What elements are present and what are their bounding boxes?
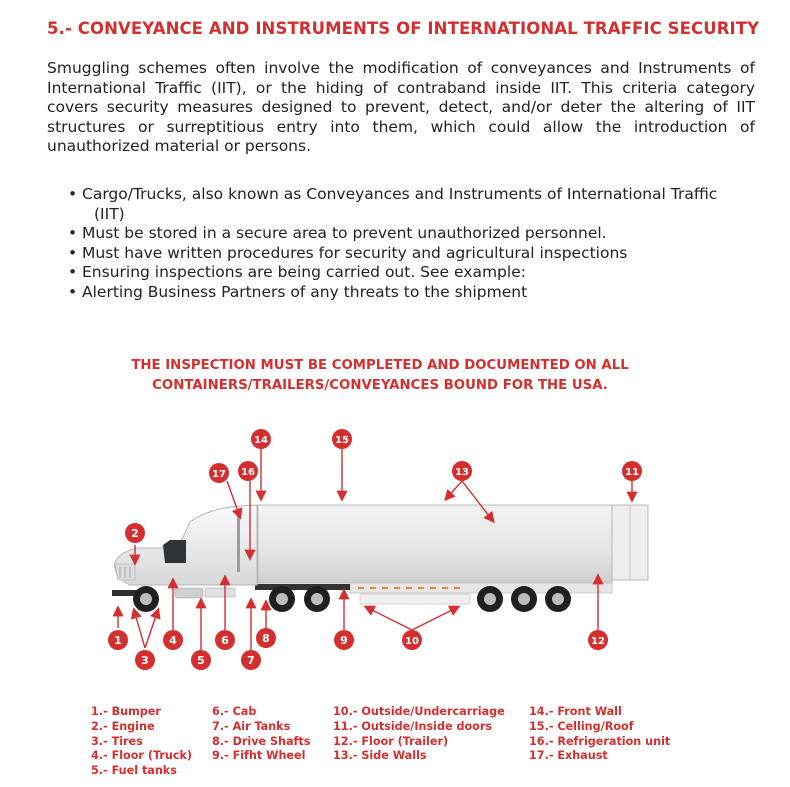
legend-item: 10.- Outside/Undercarriage xyxy=(333,705,505,718)
marker-3 xyxy=(135,650,155,670)
svg-text:5: 5 xyxy=(197,654,205,667)
legend-item: 13.- Side Walls xyxy=(333,749,427,763)
marker-12 xyxy=(588,630,608,650)
legend-column-4 xyxy=(529,705,670,764)
drive-tire xyxy=(304,586,330,612)
trailer-tire xyxy=(511,586,537,612)
inspection-headline xyxy=(60,356,700,396)
svg-text:9: 9 xyxy=(340,634,348,647)
list-item-continuation: (IIT) xyxy=(94,204,125,223)
trailer-tire xyxy=(545,586,571,612)
legend-item: 14.- Front Wall xyxy=(529,705,622,718)
legend-item: 16.- Refrigeration unit xyxy=(529,734,671,748)
marker-11 xyxy=(622,461,642,481)
legend-item: 8.- Drive Shafts xyxy=(212,734,311,748)
legend-item: 4.- Floor (Truck) xyxy=(91,749,193,763)
marker-4 xyxy=(163,630,183,650)
svg-text:10: 10 xyxy=(405,636,419,647)
svg-text:14: 14 xyxy=(254,435,268,446)
svg-text:6: 6 xyxy=(221,634,229,647)
legend-item: 9.- Fifht Wheel xyxy=(212,749,306,763)
legend-item: 1.- Bumper xyxy=(91,705,161,718)
headline-line-2: CONTAINERS/TRAILERS/CONVEYANCES BOUND FOR THE USA. xyxy=(152,378,608,393)
legend-item: 3.- Tires xyxy=(91,734,143,748)
svg-text:7: 7 xyxy=(247,654,255,667)
legend-item: 2.- Engine xyxy=(91,719,155,733)
section-title: 5.- CONVEYANCE AND INSTRUMENTS OF INTERNATIONAL TRAFFIC SECURITY xyxy=(47,19,760,38)
list-item: • Must be stored in a secure area to prevent unauthorized personnel. xyxy=(68,224,768,244)
svg-text:16: 16 xyxy=(241,467,255,478)
marker-2 xyxy=(125,523,145,543)
legend-item: 12.- Floor (Trailer) xyxy=(333,734,449,748)
svg-text:4: 4 xyxy=(169,634,177,647)
marker-10 xyxy=(402,630,422,650)
svg-text:1: 1 xyxy=(114,634,122,647)
marker-15 xyxy=(332,429,352,449)
list-item: • Ensuring inspections are being carried out. See example: xyxy=(68,263,768,283)
list-item: • Alerting Business Partners of any threats to the shipment xyxy=(68,283,768,303)
svg-text:13: 13 xyxy=(455,467,469,478)
svg-text:12: 12 xyxy=(591,636,605,647)
front-tire xyxy=(133,586,159,612)
marker-14 xyxy=(251,429,271,449)
legend-column-3 xyxy=(333,705,505,764)
svg-text:2: 2 xyxy=(131,527,139,540)
marker-17 xyxy=(209,463,229,483)
svg-text:11: 11 xyxy=(625,467,639,478)
marker-1 xyxy=(108,630,128,650)
legend-item: 5.- Fuel tanks xyxy=(91,764,177,778)
legend-item: 6.- Cab xyxy=(212,705,257,718)
list-item: • Must have written procedures for security and agricultural inspections xyxy=(68,244,768,264)
intro-paragraph: Smuggling schemes often involve the modification of conveyances and Instruments of International Traffic (IIT), or the hiding of contraband inside IIT. This criteria category covers security measures designed to prevent, detect, and/or deter the altering of IIT structures or surreptitious entry into them, which could allow the introduction of unauthorized material or persons. xyxy=(47,59,755,155)
list-item-text: Cargo/Trucks, also known as Conveyances and Instruments of International Traffic xyxy=(82,185,718,203)
legend-column-2 xyxy=(212,705,310,764)
marker-5 xyxy=(191,650,211,670)
svg-text:8: 8 xyxy=(262,632,270,645)
svg-text:17: 17 xyxy=(212,469,226,480)
svg-text:15: 15 xyxy=(335,435,349,446)
list-item xyxy=(68,185,768,224)
trailer-tire xyxy=(477,586,503,612)
legend-item: 7.- Air Tanks xyxy=(212,719,291,733)
marker-9 xyxy=(334,630,354,650)
headline-line-1: THE INSPECTION MUST BE COMPLETED AND DOCUMENTED ON ALL xyxy=(131,358,629,373)
truck-inspection-diagram xyxy=(0,420,790,680)
marker-16 xyxy=(238,461,258,481)
marker-7 xyxy=(241,650,261,670)
legend-item: 15.- Celling/Roof xyxy=(529,719,634,733)
legend-item: 11.- Outside/Inside doors xyxy=(333,719,493,733)
svg-text:3: 3 xyxy=(141,654,149,667)
tractor-cab xyxy=(112,505,257,598)
marker-13 xyxy=(452,461,472,481)
marker-8 xyxy=(256,628,276,648)
marker-6 xyxy=(215,630,235,650)
requirements-list xyxy=(68,185,768,302)
legend-item: 17.- Exhaust xyxy=(529,749,608,763)
legend-column-1 xyxy=(91,705,192,779)
drive-tire xyxy=(269,586,295,612)
